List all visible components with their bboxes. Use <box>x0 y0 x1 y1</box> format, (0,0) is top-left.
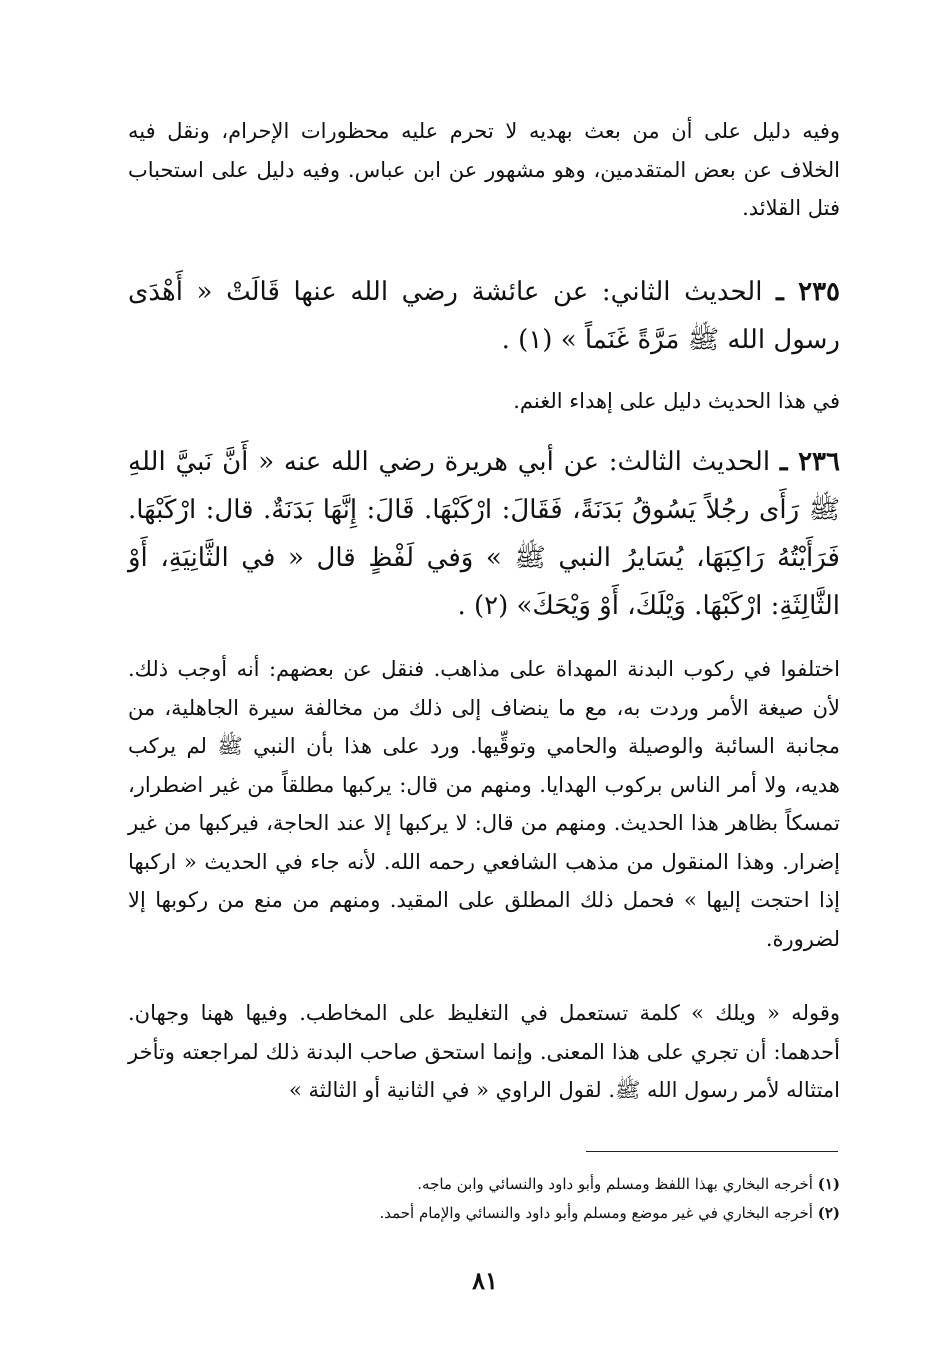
paragraph-commentary-1: وفيه دليل على أن من بعث بهديه لا تحرم عليه محظورات الإحرام، ونقل فيه الخلاف عن بعض المتقدمين، وهو مشهور عن ابن عباس. وفيه دليل على استحباب فتل القلائد. <box>128 119 840 220</box>
hadith-236 <box>128 438 840 630</box>
footnote-marker: (٢) <box>817 1204 840 1222</box>
footnote-divider <box>586 1151 838 1152</box>
footnote-1 <box>300 1170 840 1199</box>
hadith-number: ٢٣٥ ـ <box>776 277 841 307</box>
footnote-text: أخرجه البخاري بهذا اللفظ ومسلم وأبو داود والنسائي وابن ماجه. <box>417 1175 813 1193</box>
footnotes <box>300 1170 840 1228</box>
page-number: ٨١ <box>472 1266 498 1295</box>
hadith-text: الحديث الثاني: عن عائشة رضي الله عنها قَالَتْ « أَهْدَى رسول الله ﷺ مَرَّةً غَنَماً » (١) . <box>128 277 840 355</box>
paragraph-commentary-2: في هذا الحديث دليل على إهداء الغنم. <box>513 389 840 413</box>
footnote-2 <box>300 1199 840 1228</box>
footnote-text: أخرجه البخاري في غير موضع ومسلم وأبو داود والنسائي والإمام أحمد. <box>379 1204 813 1222</box>
hadith-text: الحديث الثالث: عن أبي هريرة رضي الله عنه « أَنَّ نَبيَّ اللهِ ﷺ رَأَى رجُلاً يَسُوقُ بَدَنَةً، فَقَالَ: ارْكَبْهَا. قَالَ: إِنَّهَا بَدَنَةٌ. قال: ارْكَبْهَا. فَرَأَيْتُهُ رَاكِبَهَا، يُسَايرُ النبي ﷺ » وَفي لَفْظٍ قال « في الثَّانِيَةِ، أَوْ الثَّالِثَةِ: ارْكَبْهَا. وَيْلَكَ، أَوْ وَيْحَكَ» (٢) . <box>128 447 840 621</box>
hadith-number: ٢٣٦ ـ <box>779 447 840 477</box>
paragraph-commentary-4: وقوله « ويلك » كلمة تستعمل في التغليظ على المخاطب. وفيها ههنا وجهان. أحدهما: أن تجري على هذا المعنى. وإنما استحق صاحب البدنة ذلك لمراجعته وتأخر امتثاله لأمر رسول الله ﷺ. لقول الراوي « في الثانية أو الثالثة » <box>128 1001 840 1102</box>
hadith-235 <box>128 268 840 364</box>
paragraph-commentary-3: اختلفوا في ركوب البدنة المهداة على مذاهب. فنقل عن بعضهم: أنه أوجب ذلك. لأن صيغة الأمر وردت به، مع ما ينضاف إلى ذلك من مخالفة سيرة الجاهلية، من مجانبة السائبة والوصيلة والحامي وتوقِّيها. ورد على هذا بأن النبي ﷺ لم يركب هديه، ولا أمر الناس بركوب الهدايا. ومنهم من قال: يركبها مطلقاً من غير اضطرار، تمسكاً بظاهر هذا الحديث. ومنهم من قال: لا يركبها إلا عند الحاجة، فيركبها من غير إضرار. وهذا المنقول من مذهب الشافعي رحمه الله. لأنه جاء في الحديث « اركبها إذا احتجت إليها » فحمل ذلك المطلق على المقيد. ومنهم من منع من ركوبها إلا لضرورة. <box>128 657 840 951</box>
footnote-marker: (١) <box>817 1175 840 1193</box>
